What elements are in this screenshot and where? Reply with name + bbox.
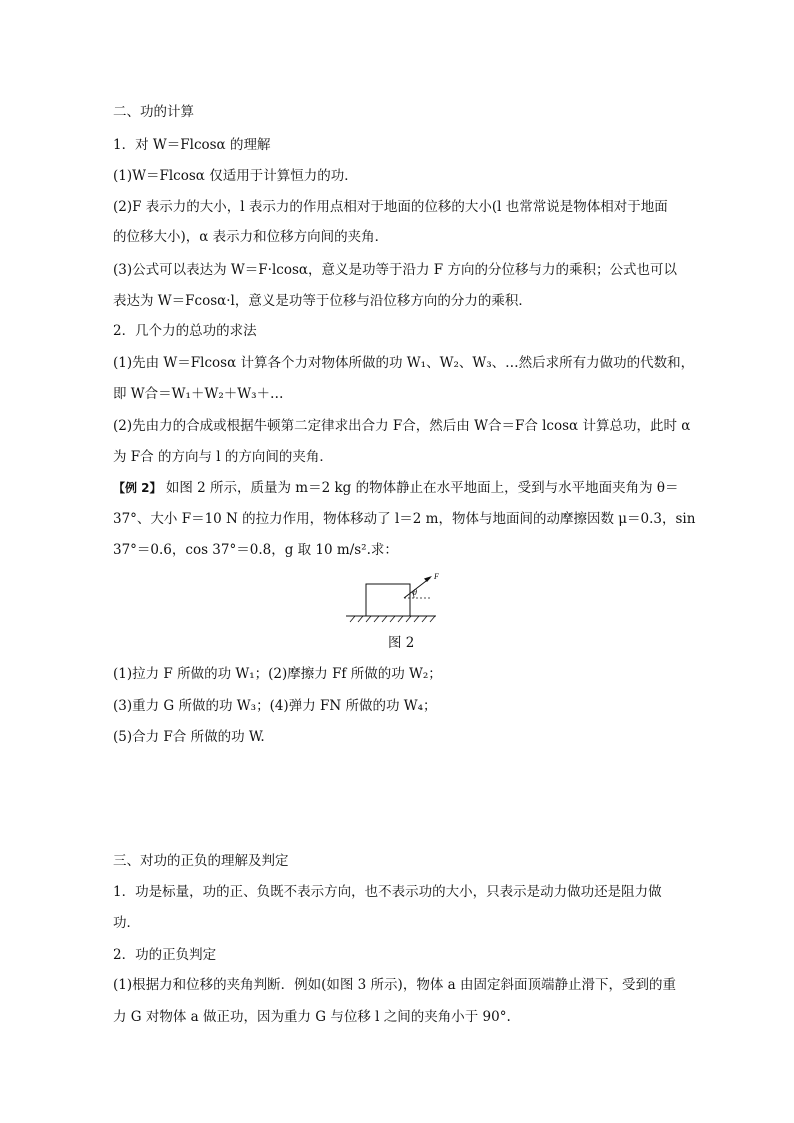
paragraph-line: 1．功是标量，功的正、负既不表示方向，也不表示功的大小，只表示是动力做功还是阻力做: [113, 884, 662, 900]
paragraph-line: (2)先由力的合成或根据牛顿第二定律求出合力 F合，然后由 W合＝F合 lcosα 计算总功，此时 α: [113, 418, 691, 434]
figure-caption: 图 2: [388, 635, 415, 651]
paragraph-line: 即 W合＝W₁＋W₂＋W₃＋…: [113, 386, 284, 402]
paragraph-line: (3)公式可以表达为 W＝F·lcosα，意义是功等于沿力 F 方向的分位移与力的乘积；公式也可以: [113, 262, 677, 278]
question-line: (5)合力 F合 所做的功 W.: [113, 729, 265, 745]
figure-2-diagram: [346, 570, 439, 622]
example-line: 37°、大小 F＝10 N 的拉力作用，物体移动了 l＝2 m，物体与地面间的动摩擦因数 μ＝0.3，sin: [113, 511, 696, 527]
example-text: 如图 2 所示，质量为 m＝2 kg 的物体静止在水平地面上，受到与水平地面夹角为 θ＝: [165, 480, 679, 496]
force-arrow: [404, 578, 430, 598]
paragraph-line: (1)根据力和位移的夹角判断．例如(如图 3 所示)，物体 a 由固定斜面顶端静止滑下，受到的重: [113, 977, 676, 993]
example-line: 37°＝0.6，cos 37°＝0.8，g 取 10 m/s².求：: [113, 542, 398, 558]
paragraph-line: 为 F合 的方向与 l 的方向间的夹角．: [113, 449, 333, 465]
example-tag: 【例 2】: [113, 481, 162, 495]
ground-hatching: [350, 616, 435, 622]
block: [366, 584, 410, 616]
subsection-title: 2．功的正负判定: [113, 947, 217, 963]
section-heading: 二、功的计算: [113, 104, 194, 120]
question-line: (3)重力 G 所做的功 W₃；(4)弹力 FN 所做的功 W₄；: [113, 698, 437, 714]
paragraph-line: 表达为 W＝Fcosα·l，意义是功等于位移与沿位移方向的分力的乘积．: [113, 293, 532, 309]
section-heading: 三、对功的正负的理解及判定: [113, 853, 289, 869]
paragraph-line: (2)F 表示力的大小，l 表示力的作用点相对于地面的位移的大小(l 也常常说是物体相对于地面: [113, 199, 668, 215]
paragraph-line: 功．: [113, 915, 140, 931]
question-line: (1)拉力 F 所做的功 W₁；(2)摩擦力 Ff 所做的功 W₂；: [113, 666, 442, 682]
paragraph-line: 力 G 对物体 a 做正功，因为重力 G 与位移 l 之间的夹角小于 90°.: [113, 1009, 511, 1025]
subsection-title: 2．几个力的总功的求法: [113, 323, 257, 339]
paragraph-line: (1)先由 W＝Flcosα 计算各个力对物体所做的功 W₁、W₂、W₃、…然后求所有力做功的代数和，: [113, 355, 695, 371]
subsection-title: 1．对 W＝Flcosα 的理解: [113, 137, 271, 153]
force-label: F: [434, 572, 439, 581]
paragraph-line: 的位移大小)，α 表示力和位移方向间的夹角．: [113, 229, 389, 245]
paragraph-line: (1)W＝Flcosα 仅适用于计算恒力的功．: [113, 168, 358, 184]
angle-label: θ: [413, 588, 417, 597]
example-line: [113, 479, 679, 497]
